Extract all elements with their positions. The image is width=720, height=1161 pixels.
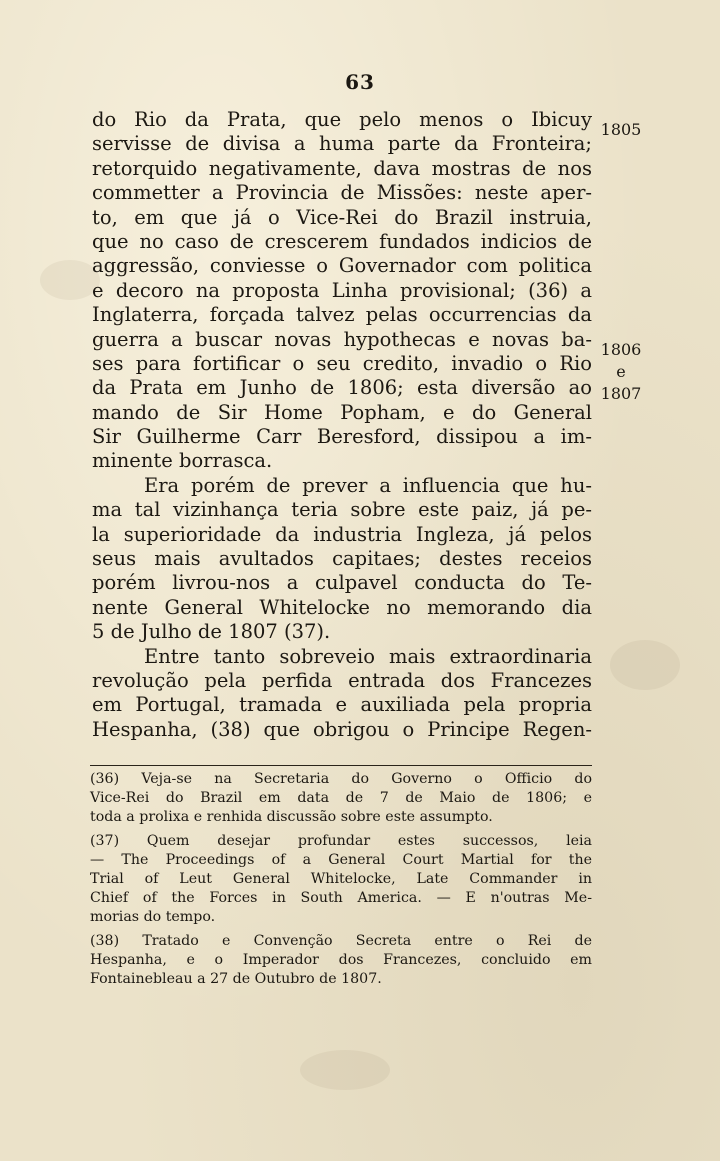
body-line: Sir Guilherme Carr Beresford, dissipou a im-: [92, 425, 592, 449]
body-line: do Rio da Prata, que pelo menos o Ibicuy: [92, 108, 592, 131]
footnote-line: (38) Tratado e Convenção Secreta entre o Rei de: [90, 932, 592, 949]
margin-connector: e: [616, 362, 626, 381]
body-line: aggressão, conviesse o Governador com politica: [92, 254, 592, 278]
body-line: da Prata em Junho de 1806; esta diversão ao: [92, 376, 592, 400]
footnote-rule: [90, 765, 592, 766]
footnote-line: Vice-Rei do Brazil em data de 7 de Maio de 1806; e: [90, 790, 592, 807]
body-line: ma tal vizinhança teria sobre este paiz, já pe-: [92, 498, 592, 522]
footnote-line: morias do tempo.: [90, 909, 216, 926]
body-line: revolução pela perfida entrada dos Francezes: [92, 668, 592, 692]
body-line: minente borrasca.: [92, 449, 273, 473]
body-line: servisse de divisa a huma parte da Fronteira;: [92, 132, 592, 156]
footnotes: [90, 770, 592, 989]
body-line: Era porém de prever a influencia que hu-: [144, 473, 592, 497]
body-line: Inglaterra, forçada talvez pelas occurrencias da: [92, 303, 592, 327]
footnote-line: Hespanha, e o Imperador dos Francezes, concluido em: [90, 951, 592, 968]
body-line: ses para fortificar o seu credito, invadio o Rio: [92, 351, 592, 375]
body-line: mando de Sir Home Popham, e do General: [92, 400, 592, 424]
body-text: [92, 108, 592, 742]
body-line: retorquido negativamente, dava mostras de nos: [92, 156, 592, 180]
body-line: seus mais avultados capitaes; destes receios: [92, 547, 592, 571]
footnote-line: Trial of Leut General Whitelocke, Late Commander in: [90, 870, 592, 887]
body-line: to, em que já o Vice-Rei do Brazil instruia,: [92, 205, 592, 229]
body-line: que no caso de crescerem fundados indicios de: [92, 229, 592, 253]
body-line: porém livrou-nos a culpavel conducta do Te-: [92, 571, 592, 595]
body-line: nente General Whitelocke no memorando dia: [92, 595, 592, 619]
margin-year: 1806: [600, 340, 642, 359]
margin-year: 1807: [600, 384, 642, 403]
paper-stain: [610, 640, 680, 690]
page-number: 63: [345, 70, 375, 94]
body-line: commetter a Provincia de Missões: neste aper-: [92, 181, 592, 205]
body-line: la superioridade da industria Ingleza, já pelos: [92, 522, 592, 546]
footnote-line: toda a prolixa e renhida discussão sobre este assumpto.: [90, 809, 493, 826]
body-line: e decoro na proposta Linha provisional; (36) a: [92, 278, 592, 302]
body-line: 5 de Julho de 1807 (37).: [92, 620, 331, 644]
footnote-line: (36) Veja-se na Secretaria do Governo o Officio do: [90, 771, 592, 787]
body-line: Entre tanto sobreveio mais extraordinaria: [144, 644, 592, 668]
body-line: em Portugal, tramada e auxiliada pela propria: [92, 693, 592, 717]
footnote-line: — The Proceedings of a General Court Martial for the: [90, 851, 592, 868]
paper-stain: [40, 260, 100, 300]
body-line: Hespanha, (38) que obrigou o Principe Regen-: [92, 717, 592, 741]
margin-year: 1805: [600, 120, 642, 139]
footnote-line: Chief of the Forces in South America. — E n'outras Me-: [90, 890, 592, 907]
footnote-line: (37) Quem desejar profundar estes successos, leia: [90, 832, 592, 849]
paper-stain: [300, 1050, 390, 1090]
body-line: guerra a buscar novas hypothecas e novas ba-: [92, 327, 592, 351]
footnote-line: Fontainebleau a 27 de Outubro de 1807.: [90, 970, 382, 987]
